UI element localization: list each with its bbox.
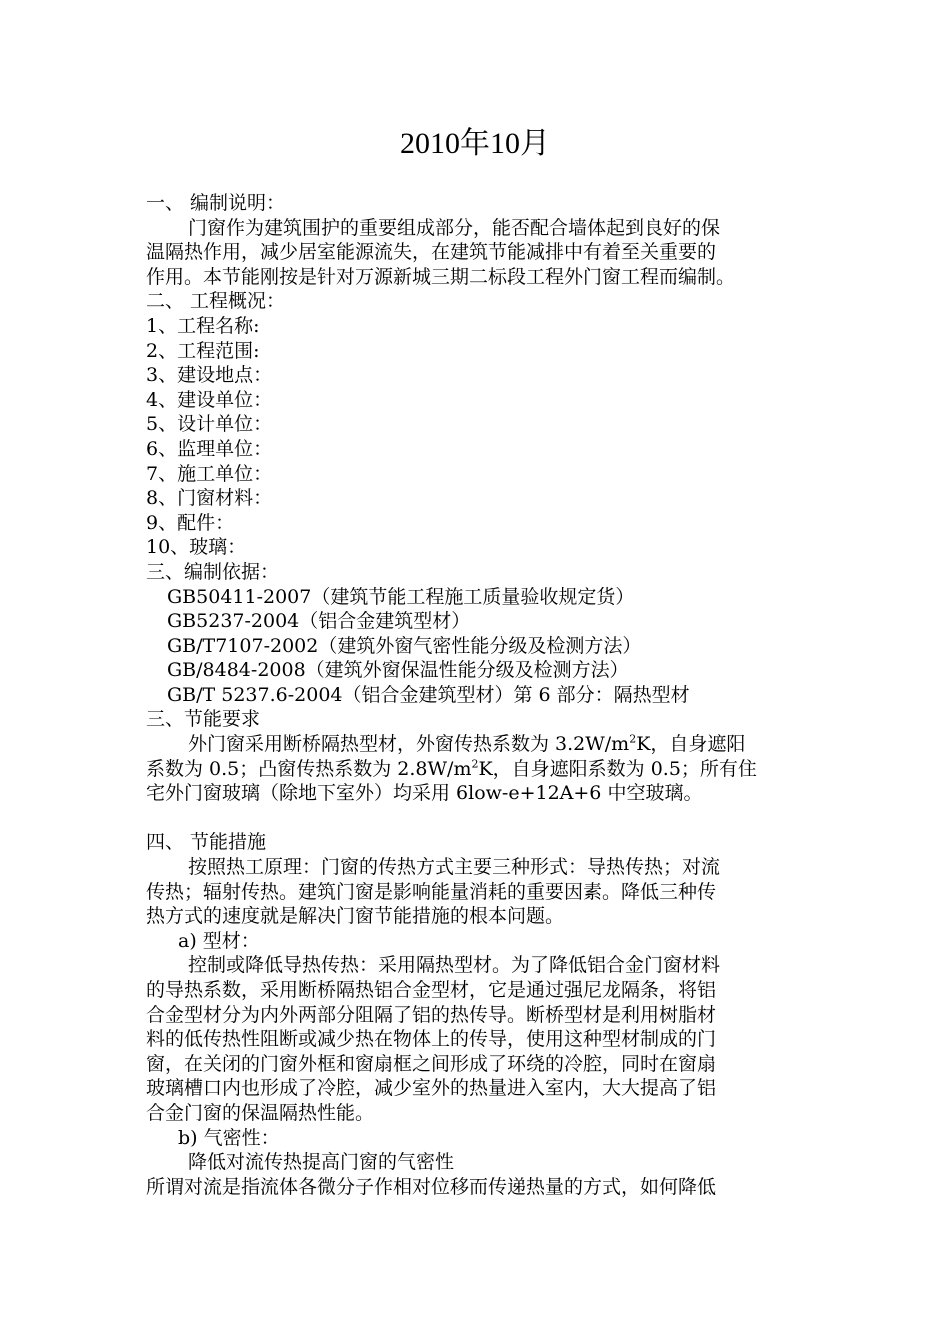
paragraph-line: 宅外门窗玻璃（除地下室外）均采用 6low-e+12A+6 中空玻璃。 (146, 782, 703, 805)
paragraph-line: 温隔热作用，减少居室能源流失，在建筑节能减排中有着至关重要的 (146, 241, 717, 264)
standard-item: GB50411-2007（建筑节能工程施工质量验收规定货） (167, 585, 635, 608)
paragraph-line: 控制或降低导热传热：采用隔热型材。为了降低铝合金门窗材料 (188, 954, 721, 977)
text-span: 外门窗采用断桥隔热型材，外窗传热系数为 3.2W/m (188, 733, 630, 756)
text-span: 系数为 0.5；凸窗传热系数为 2.8W/m (146, 757, 472, 780)
list-item: 6、监理单位： (146, 437, 273, 460)
list-item: 9、配件： (146, 511, 235, 534)
paragraph-line: 传热；辐射传热。建筑门窗是影响能量消耗的重要因素。降低三种传 (146, 880, 717, 903)
paragraph-line: 合金门窗的保温隔热性能。 (146, 1101, 375, 1124)
subsection-heading: b) 气密性： (178, 1126, 280, 1149)
paragraph-line: 按照热工原理：门窗的传热方式主要三种形式：导热传热；对流 (188, 856, 721, 879)
paragraph-line: 作用。本节能刚按是针对万源新城三期二标段工程外门窗工程而编制。 (146, 265, 736, 288)
standard-item: GB/8484-2008（建筑外窗保温性能分级及检测方法） (167, 659, 629, 682)
blank-line (146, 806, 814, 831)
section-heading: 四、 节能措施 (146, 831, 267, 854)
superscript: 2 (471, 757, 479, 771)
paragraph-line: 降低对流传热提高门窗的气密性 (188, 1151, 455, 1174)
page-title: 2010年10月 (400, 127, 550, 160)
paragraph-line (146, 757, 814, 782)
superscript: 2 (629, 732, 637, 746)
list-item: 10、玻璃： (146, 536, 247, 559)
paragraph-line: 热方式的速度就是解决门窗节能措施的根本问题。 (146, 905, 565, 928)
section-heading: 二、 工程概况： (146, 290, 286, 313)
list-item: 4、建设单位： (146, 388, 273, 411)
paragraph-line: 的导热系数，采用断桥隔热铝合金型材，它是通过强尼龙隔条，将铝 (146, 979, 717, 1001)
subsection-heading: a) 型材： (178, 929, 260, 952)
section-heading: 三、编制依据： (146, 560, 280, 583)
list-item: 2、工程范围: (146, 339, 260, 362)
list-item: 8、门窗材料： (146, 487, 273, 510)
list-item: 1、工程名称: (146, 314, 260, 337)
list-item: 3、建设地点： (146, 364, 273, 387)
paragraph-line: 合金型材分为内外两部分阻隔了铝的热传导。断桥型材是利用树脂材 (146, 1003, 717, 1026)
section-heading: 三、节能要求 (146, 708, 261, 731)
list-item: 5、设计单位： (146, 413, 273, 436)
section-heading: 一、 编制说明： (146, 192, 286, 214)
list-item: 7、施工单位： (146, 462, 273, 485)
standard-item: GB/T7107-2002（建筑外窗气密性能分级及检测方法） (167, 634, 642, 657)
paragraph-line: 料的低传热性阻断或减少热在物体上的传导，使用这种型材制成的门 (146, 1028, 717, 1051)
text-span: K，自身遮阳 (636, 733, 746, 756)
paragraph-line (146, 732, 814, 757)
paragraph-line: 玻璃槽口内也形成了冷腔，减少室外的热量进入室内，大大提高了铝 (146, 1077, 717, 1100)
text-span: K，自身遮阳系数为 0.5；所有住 (478, 757, 757, 780)
standard-item: GB/T 5237.6-2004（铝合金建筑型材）第 6 部分：隔热型材 (167, 683, 690, 706)
paragraph-line: 窗，在关闭的门窗外框和窗扇框之间形成了环绕的冷腔，同时在窗扇 (146, 1052, 717, 1075)
document-body (146, 191, 814, 1199)
paragraph-line: 所谓对流是指流体各微分子作相对位移而传递热量的方式，如何降低 (146, 1175, 717, 1198)
paragraph-line: 门窗作为建筑围护的重要组成部分，能否配合墙体起到良好的保 (188, 216, 721, 239)
standard-item: GB5237-2004（铝合金建筑型材） (167, 610, 471, 633)
